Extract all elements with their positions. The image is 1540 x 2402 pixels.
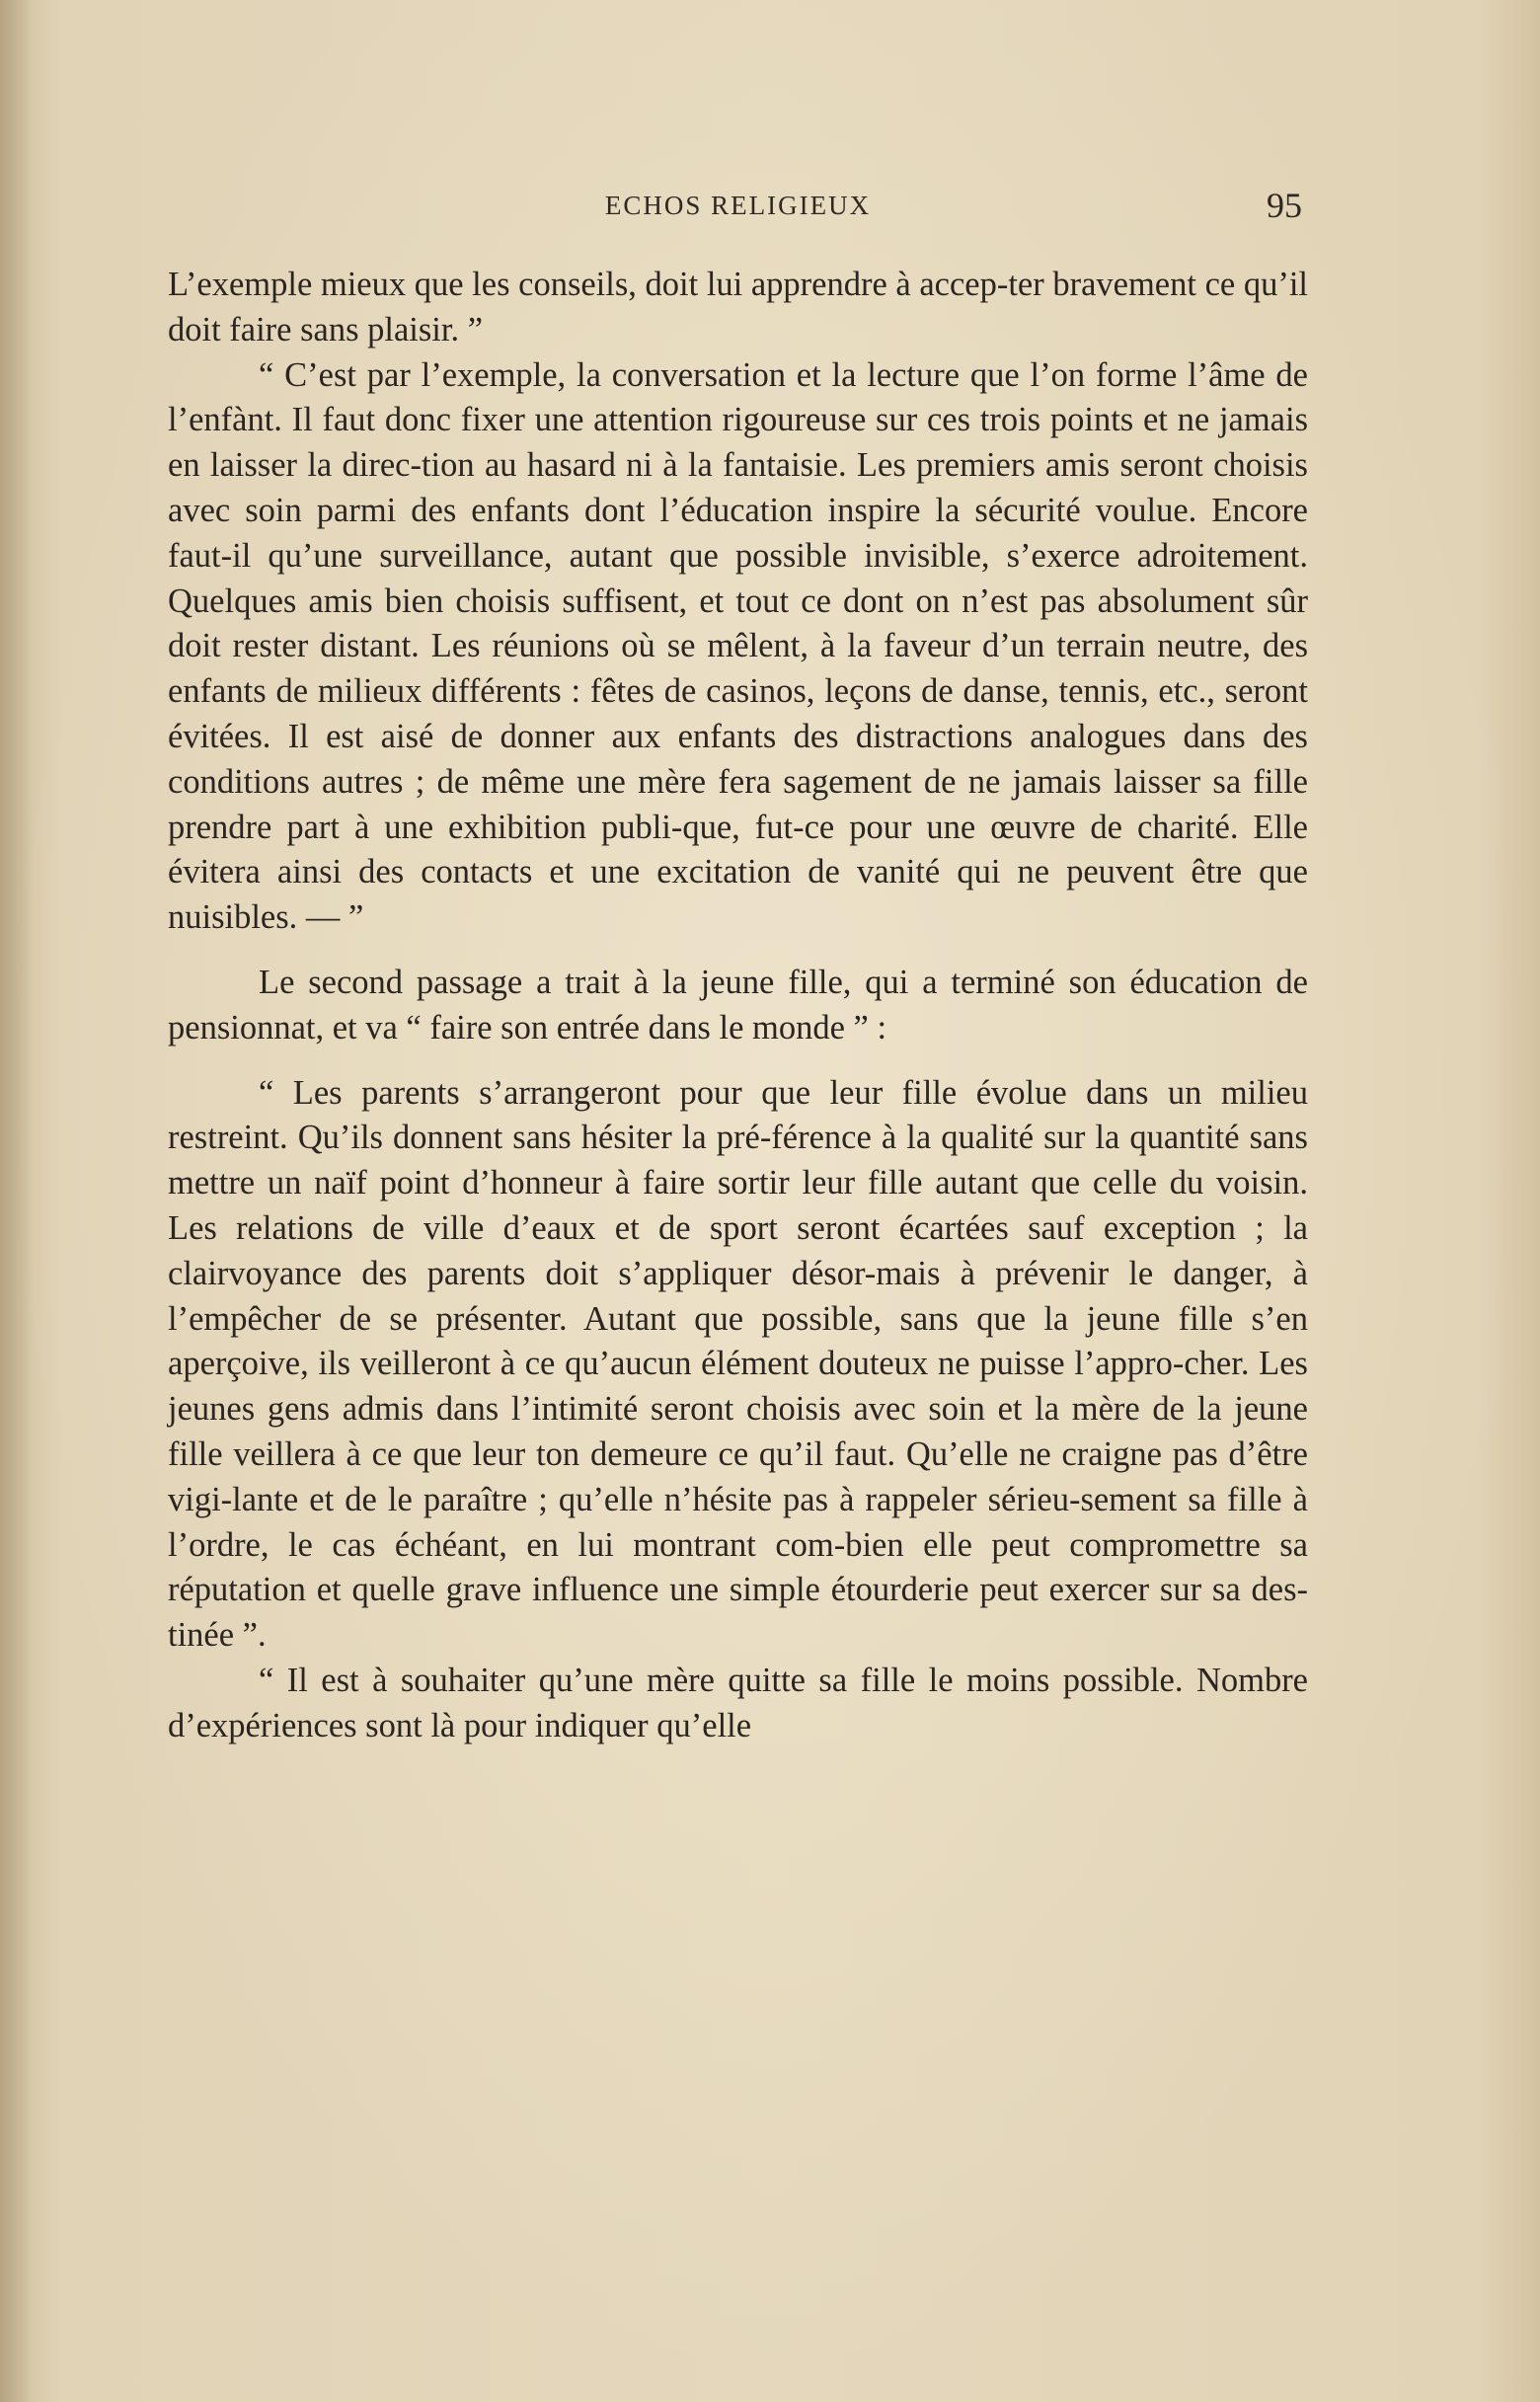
page-number: 95 <box>1267 186 1302 225</box>
page-header <box>168 184 1308 227</box>
paragraph-4: “ Les parents s’arrangeront pour que leur fille évolue dans un milieu restreint. Qu’ils donnent sans hésiter la pré-férence à la qualité sur la quantité sans mettre un naïf point d’honneur à faire sortir leur fille autant que celle du voisin. Les relations de ville d’eaux et de sport seront écartées sauf exception ; la clairvoyance des parents doit s’appliquer désor-mais à prévenir le danger, à l’empêcher de se présenter. Autant que possible, sans que la jeune fille s’en aperçoive, ils veilleront à ce qu’aucun élément douteux ne puisse l’appro-cher. Les jeunes gens admis dans l’intimité seront choisis avec soin et la mère de la jeune fille veillera à ce que leur ton demeure ce qu’il faut. Qu’elle ne craigne pas d’être vigi-lante et de le paraître ; qu’elle n’hésite pas à rappeler sérieu-sement sa fille à l’ordre, le cas échéant, en lui montrant com-bien elle peut compromettre sa réputation et quelle grave influence une simple étourderie peut exercer sur sa des-tinée ”. <box>168 1073 1308 1655</box>
paragraph-2: “ C’est par l’exemple, la conversation et la lecture que l’on forme l’âme de l’enfànt. Il faut donc fixer une attention rigoureuse sur ces trois points et ne jamais en laisser la direc-tion au hasard ni à la fantaisie. Les premiers amis seront choisis avec soin parmi des enfants dont l’éducation inspire la sécurité voulue. Encore faut-il qu’une surveillance, autant que possible invisible, s’exerce adroitement. Quelques amis bien choisis suffisent, et tout ce dont on n’est pas absolument sûr doit rester distant. Les réunions où se mêlent, à la faveur d’un terrain neutre, des enfants de milieux différents : fêtes de casinos, leçons de danse, tennis, etc., seront évitées. Il est aisé de donner aux enfants des distractions analogues dans des conditions autres ; de même une mère fera sagement de ne jamais laisser sa fille prendre part à une exhibition publi-que, fut-ce pour une œuvre de charité. Elle évitera ainsi des contacts et une excitation de vanité qui ne peuvent être que nuisibles. — ” <box>168 355 1308 937</box>
paragraph-1: L’exemple mieux que les conseils, doit lui apprendre à accep-ter bravement ce qu’il doit faire sans plaisir. ” <box>168 266 1308 349</box>
body-text <box>168 263 1308 1749</box>
spine-shadow <box>0 0 34 2402</box>
paragraph-5: “ Il est à souhaiter qu’une mère quitte sa fille le moins possible. Nombre d’expériences sont là pour indiquer qu’elle <box>168 1661 1308 1744</box>
paragraph-3: Le second passage a trait à la jeune fille, qui a terminé son éducation de pensionnat, et va “ faire son entrée dans le monde ” : <box>168 963 1308 1046</box>
running-head: ECHOS RELIGIEUX <box>604 191 872 220</box>
